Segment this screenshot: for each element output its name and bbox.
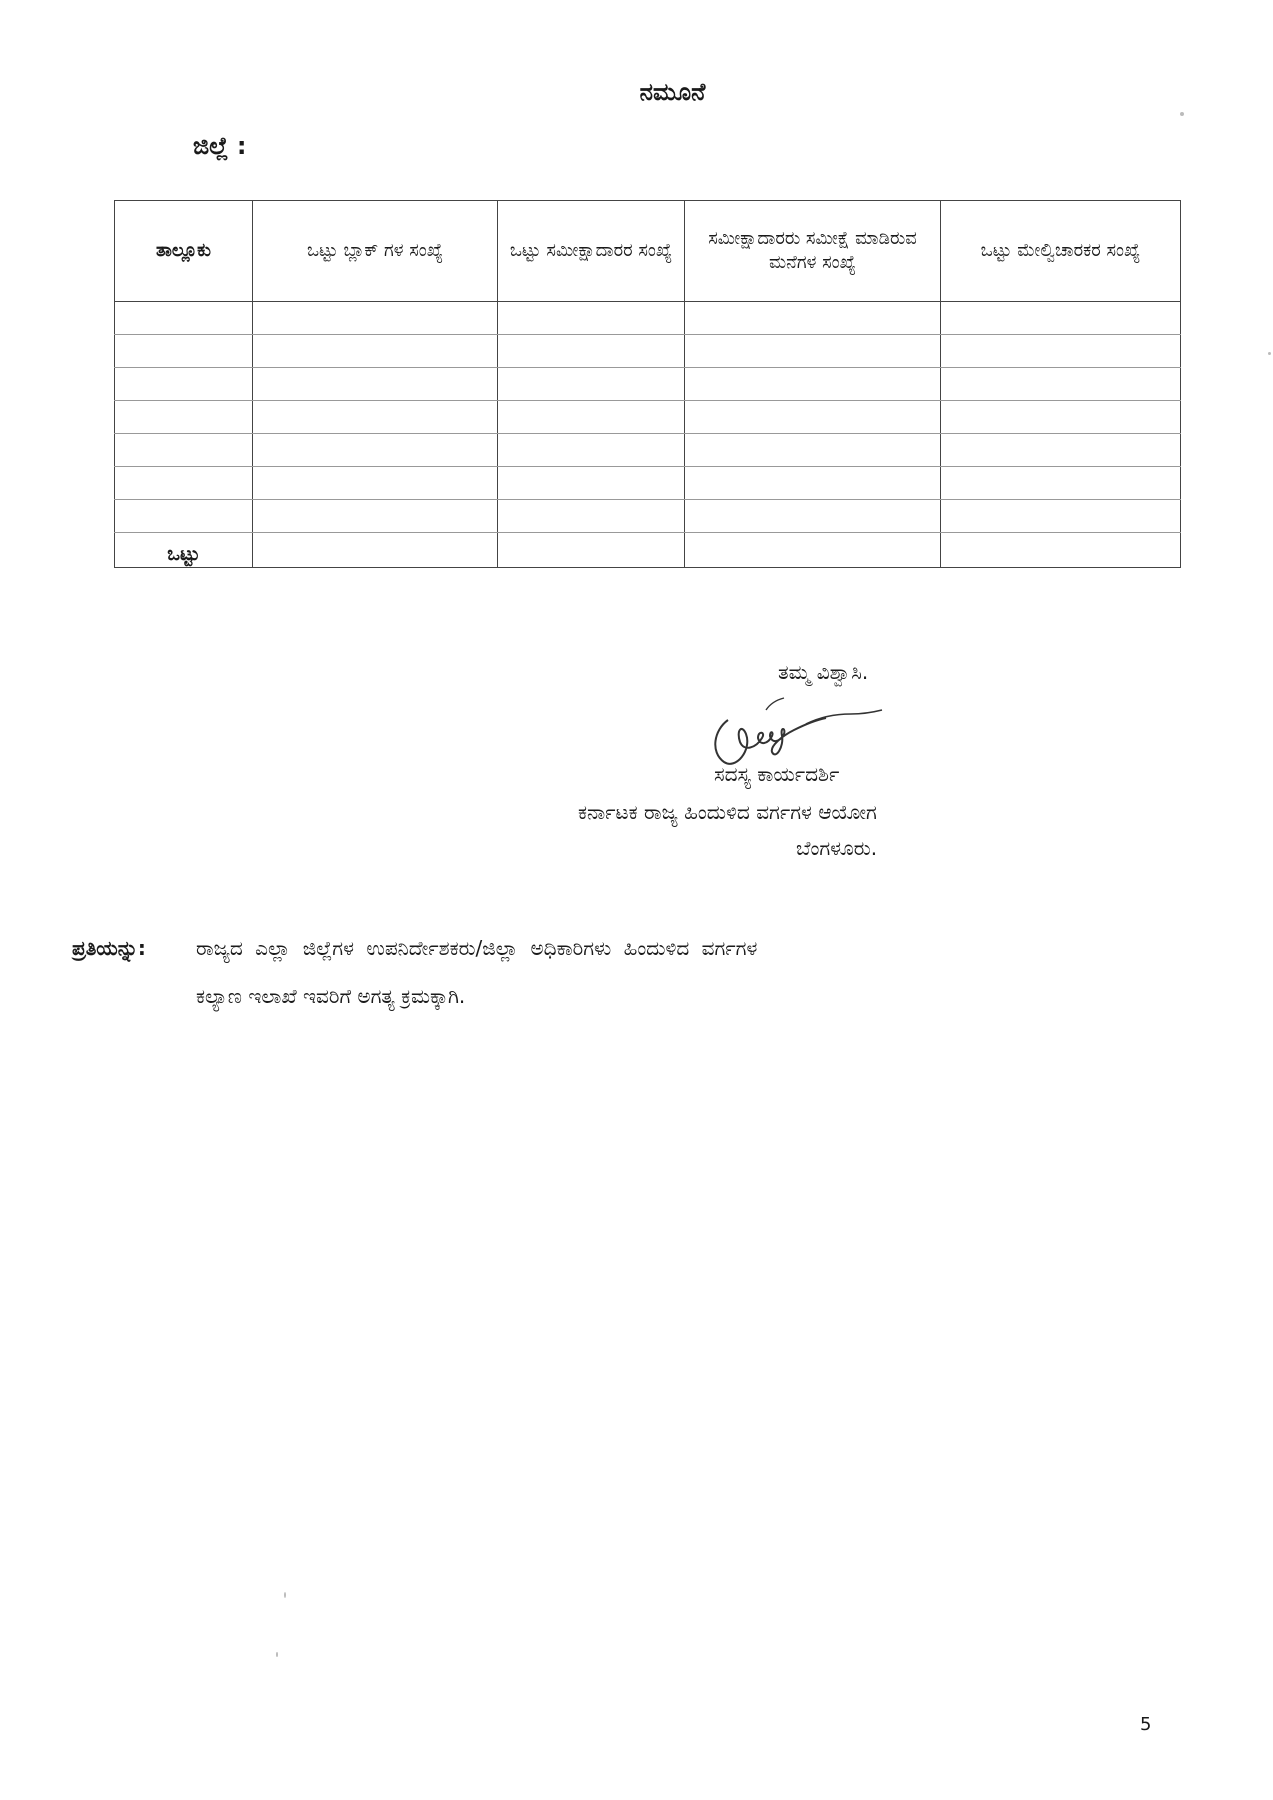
- table-cell[interactable]: [115, 434, 253, 467]
- copy-to-text: ಕಲ್ಯಾಣ ಇಲಾಖೆ ಇವರಿಗೆ ಅಗತ್ಯ ಕ್ರಮಕ್ಕಾಗಿ.: [196, 984, 466, 1008]
- office-name: ಕರ್ನಾಟಕ ರಾಜ್ಯ ಹಿಂದುಳಿದ ವರ್ಗಗಳ ಆಯೋಗ: [578, 800, 877, 824]
- table-cell[interactable]: [941, 434, 1181, 467]
- table-header-row: [115, 201, 1181, 302]
- table-cell[interactable]: [685, 302, 941, 335]
- scan-speck: [1180, 112, 1184, 116]
- table-row: [115, 500, 1181, 533]
- place: ಬೆಂಗಳೂರು.: [796, 836, 878, 860]
- column-header-total-blocks: ಒಟ್ಟು ಬ್ಲಾಕ್ ಗಳ ಸಂಖ್ಯೆ: [253, 201, 498, 302]
- table-cell[interactable]: [253, 368, 498, 401]
- table-cell[interactable]: [941, 368, 1181, 401]
- table-cell[interactable]: [253, 335, 498, 368]
- table-row: [115, 467, 1181, 500]
- table-cell[interactable]: [498, 368, 685, 401]
- table-cell[interactable]: [685, 368, 941, 401]
- table-cell[interactable]: [498, 434, 685, 467]
- table-cell[interactable]: [115, 401, 253, 434]
- yours-faithfully: ತಮ್ಮ ವಿಶ್ವಾಸಿ.: [778, 660, 869, 684]
- table-cell[interactable]: [115, 335, 253, 368]
- column-header-total-surveyors: ಒಟ್ಟು ಸಮೀಕ್ಷಾದಾರರ ಸಂಖ್ಯೆ: [498, 201, 685, 302]
- scan-speck: [1268, 352, 1271, 355]
- table-cell[interactable]: [253, 434, 498, 467]
- column-header-houses-surveyed: ಸಮೀಕ್ಷಾದಾರರು ಸಮೀಕ್ಷೆ ಮಾಡಿರುವ ಮನೆಗಳ ಸಂಖ್ಯೆ: [685, 201, 941, 302]
- data-table: [114, 200, 1181, 568]
- table-cell[interactable]: [685, 434, 941, 467]
- page-number: 5: [1140, 1714, 1152, 1735]
- table-cell[interactable]: [941, 401, 1181, 434]
- table-cell[interactable]: [941, 500, 1181, 533]
- table-cell[interactable]: [498, 500, 685, 533]
- table-cell[interactable]: [498, 335, 685, 368]
- table-row: [115, 335, 1181, 368]
- table-cell[interactable]: [115, 467, 253, 500]
- table-cell[interactable]: [253, 533, 498, 568]
- table-cell[interactable]: [115, 302, 253, 335]
- table-cell[interactable]: [941, 335, 1181, 368]
- table-cell[interactable]: [498, 467, 685, 500]
- table-cell[interactable]: [685, 467, 941, 500]
- copy-to-label: ಪ್ರತಿಯನ್ನು:: [72, 936, 146, 960]
- page-title: ನಮೂನೆ: [639, 78, 706, 106]
- table-row: [115, 434, 1181, 467]
- table-cell[interactable]: [253, 500, 498, 533]
- table-cell[interactable]: [498, 302, 685, 335]
- table-cell[interactable]: [685, 401, 941, 434]
- scan-speck: [276, 1652, 278, 1657]
- table-cell[interactable]: [498, 401, 685, 434]
- column-header-total-supervisors: ಒಟ್ಟು ಮೇಲ್ವಿಚಾರಕರ ಸಂಖ್ಯೆ: [941, 201, 1181, 302]
- table-row: [115, 368, 1181, 401]
- table-cell[interactable]: [941, 533, 1181, 568]
- table-cell[interactable]: [941, 302, 1181, 335]
- table-cell[interactable]: [115, 500, 253, 533]
- table-cell[interactable]: [253, 401, 498, 434]
- table-cell[interactable]: [115, 368, 253, 401]
- table-total-row: [115, 533, 1181, 568]
- table-cell[interactable]: [685, 335, 941, 368]
- scan-speck: [284, 1592, 286, 1598]
- table-cell[interactable]: [941, 467, 1181, 500]
- table-row: [115, 401, 1181, 434]
- district-label: ಜಿಲ್ಲೆ :: [193, 132, 247, 160]
- designation: ಸದಸ್ಯ ಕಾರ್ಯದರ್ಶಿ: [714, 762, 840, 786]
- total-label: ಒಟ್ಟು: [115, 533, 253, 568]
- table-cell[interactable]: [685, 500, 941, 533]
- table-cell[interactable]: [498, 533, 685, 568]
- table-cell[interactable]: [253, 467, 498, 500]
- column-header-taluk: ತಾಲ್ಲೂಕು: [115, 201, 253, 302]
- table-cell[interactable]: [253, 302, 498, 335]
- table-row: [115, 302, 1181, 335]
- copy-to-text: ರಾಜ್ಯದ ಎಲ್ಲಾ ಜಿಲ್ಲೆಗಳ ಉಪನಿರ್ದೇಶಕರು/ಜಿಲ್ಲಾ ಅಧಿಕಾರಿಗಳು ಹಿಂದುಳಿದ ವರ್ಗಗಳ: [196, 936, 758, 960]
- table-cell[interactable]: [685, 533, 941, 568]
